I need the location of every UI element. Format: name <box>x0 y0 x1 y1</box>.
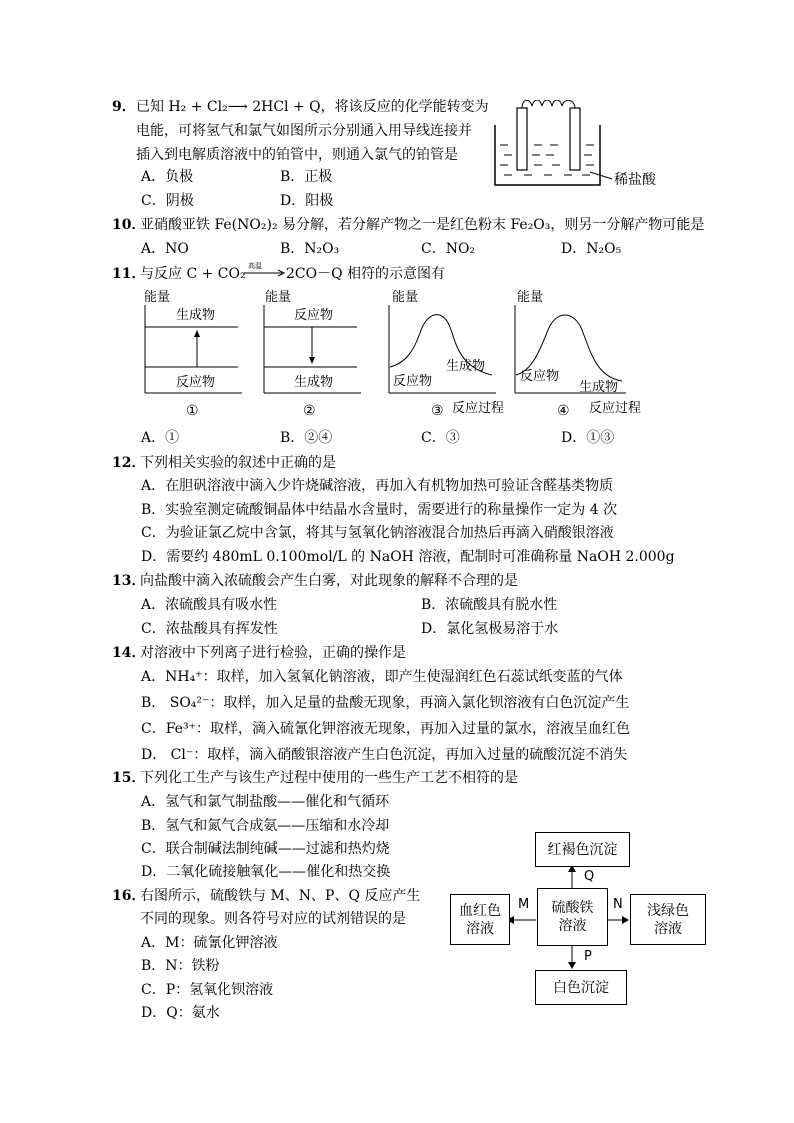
q11-option-b: B．②④ <box>280 430 333 446</box>
q10-stem: 亚硝酸亚铁 Fe(NO₂)₂ 易分解，若分解产物之一是红色粉末 Fe₂O₃，则另一分解产物可能是 <box>140 217 705 233</box>
diagram3-caption: ③ <box>431 403 444 419</box>
diagram1-y-label: 能量 <box>144 290 171 305</box>
q14-option-a: A．NH₄⁺：取样，加入氢氧化钠溶液，即产生使湿润红色石蕊试纸变蓝的气体 <box>141 669 623 685</box>
diagram1-bottom-label: 反应物 <box>176 375 216 390</box>
q16-box-center-line-2: 溶液 <box>558 918 587 934</box>
q16-label-p: P <box>584 949 592 964</box>
q13-option-a: A．浓硫酸具有吸水性 <box>141 597 278 613</box>
q12-option-d: D．需要约 480mL 0.100mol/L 的 NaOH 溶液，配制时可准确称量 NaOH 2.000g <box>141 549 675 565</box>
diagram2-top-label: 反应物 <box>294 308 334 323</box>
q9-line-2: 电能，可将氢气和氯气如图所示分别通入用导线连接并 <box>136 123 472 139</box>
q9-option-d: D．阳极 <box>280 193 334 209</box>
q16-line-2: 不同的现象。则各符号对应的试剂错误的是 <box>140 911 406 927</box>
q10-option-c: C．NO₂ <box>421 241 476 257</box>
diagram4-caption: ④ <box>557 403 570 419</box>
q16-number: 16． <box>112 888 146 904</box>
q16-box-left <box>450 894 510 945</box>
q14-stem: 对溶液中下列离子进行检验，正确的操作是 <box>140 645 406 661</box>
q14-number: 14． <box>112 645 146 661</box>
q16-box-left-line-1: 血红色 <box>459 902 501 919</box>
q11-condition: 高温 <box>248 262 262 270</box>
q9-option-b: B．正极 <box>280 169 333 185</box>
q10-number: 10． <box>112 217 146 233</box>
q9-option-a: A．负极 <box>141 169 194 185</box>
q16-label-n: N <box>613 897 623 912</box>
q10-option-b: B．N₂O₃ <box>280 241 340 257</box>
q15-option-b: B．氢气和氮气合成氨——压缩和水冷却 <box>141 818 390 834</box>
q12-option-a: A．在胆矾溶液中滴入少许烧碱溶液，再加入有机物加热可验证含醛基类物质 <box>141 478 614 494</box>
q16-label-m: M <box>518 897 530 912</box>
q16-line-1: 右图所示，硫酸铁与 M、N、P、Q 反应产生 <box>140 888 421 904</box>
diagram3-y-label: 能量 <box>392 290 419 305</box>
q16-box-right-line-2: 溶液 <box>654 920 682 937</box>
q16-option-d: D．Q：氨水 <box>141 1005 220 1021</box>
q13-option-c: C．浓盐酸具有挥发性 <box>141 621 278 637</box>
q12-option-c: C．为验证氯乙烷中含氯，将其与氢氧化钠溶液混合加热后再滴入硝酸银溶液 <box>141 525 614 541</box>
diagram1-top-label: 生成物 <box>176 308 216 323</box>
q13-stem: 向盐酸中滴入浓硫酸会产生白雾，对此现象的解释不合理的是 <box>140 573 518 589</box>
q13-option-d: D．氯化氢极易溶于水 <box>421 621 559 637</box>
q12-number: 12． <box>112 455 146 471</box>
q13-number: 13． <box>112 573 146 589</box>
q9-number: 9． <box>112 99 136 115</box>
diagram4-x-label: 反应过程 <box>589 401 642 416</box>
diagram3-product-label: 生成物 <box>446 359 486 374</box>
diagram2-y-label: 能量 <box>265 290 292 305</box>
q15-number: 15． <box>112 770 146 786</box>
q16-box-bottom <box>535 970 627 1005</box>
q16-option-a: A．M：硫氰化钾溶液 <box>141 935 278 951</box>
q11-reaction-arrow <box>244 268 286 278</box>
q15-option-d: D．二氧化硫接触氧化——催化和热交换 <box>141 864 391 880</box>
q10-option-a: A．NO <box>141 241 189 257</box>
q16-option-c: C．P：氢氧化钡溶液 <box>141 982 274 998</box>
q15-option-a: A．氢气和氯气制盐酸——催化和气循环 <box>141 794 390 810</box>
diagram1-caption: ① <box>186 403 199 419</box>
diagram2-bottom-label: 生成物 <box>294 375 334 390</box>
q11-option-d: D．①③ <box>561 430 615 446</box>
q12-option-b: B．实验室测定硫酸铜晶体中结晶水含量时，需要进行的称量操作一定为 4 次 <box>141 502 618 518</box>
q16-box-left-line-2: 溶液 <box>466 920 494 937</box>
diagram3-reactant-label: 反应物 <box>393 374 433 389</box>
q14-option-d: D． Cl⁻：取样，滴入硝酸银溶液产生白色沉淀，再加入过量的硫酸沉淀不消失 <box>141 747 628 763</box>
q16-option-b: B．N：铁粉 <box>141 958 220 974</box>
q16-label-q: Q <box>584 869 595 884</box>
q16-box-right <box>630 894 706 945</box>
q11-number: 11． <box>112 266 146 282</box>
q10-option-d: D．N₂O₅ <box>561 241 622 257</box>
q16-box-center <box>537 888 608 946</box>
diagram4-product-label: 生成物 <box>579 380 619 395</box>
diagram2-caption: ② <box>303 403 316 419</box>
q11-stem-post: 2CO－Q 相符的示意图有 <box>286 266 446 282</box>
diagram4-y-label: 能量 <box>517 290 544 305</box>
q12-stem: 下列相关实验的叙述中正确的是 <box>140 455 336 471</box>
diagram3-x-label: 反应过程 <box>452 401 505 416</box>
q11-option-c: C．③ <box>421 430 460 446</box>
q11-stem-pre: 与反应 C + CO₂ <box>140 266 246 282</box>
diagram4-reactant-label: 反应物 <box>520 369 560 384</box>
q16-box-top-label: 红褐色沉淀 <box>547 841 618 858</box>
q16-box-right-line-1: 浅绿色 <box>647 902 689 919</box>
q9-line-1: 已知 H₂ + Cl₂⟶ 2HCl + Q，将该反应的化学能转变为 <box>136 99 489 115</box>
q9-line-3: 插入到电解质溶液中的铂管中，则通入氯气的铂管是 <box>136 147 458 163</box>
q9-option-c: C．阴极 <box>141 193 194 209</box>
q15-stem: 下列化工生产与该生产过程中使用的一些生产工艺不相符的是 <box>140 770 518 786</box>
q16-box-top <box>535 832 630 867</box>
q14-option-b: B． SO₄²⁻：取样，加入足量的盐酸无现象，再滴入氯化钡溶液有白色沉淀产生 <box>141 695 630 711</box>
q9-figure-label: 稀盐酸 <box>614 172 656 188</box>
q16-box-center-line-1: 硫酸铁 <box>551 900 594 916</box>
q14-option-c: C．Fe³⁺：取样，滴入硫氰化钾溶液无现象，再加入过量的氯水，溶液呈血红色 <box>141 721 630 737</box>
q15-option-c: C．联合制碱法制纯碱——过滤和热灼烧 <box>141 841 390 857</box>
q16-box-bottom-label: 白色沉淀 <box>553 979 609 996</box>
q13-option-b: B．浓硫酸具有脱水性 <box>421 597 558 613</box>
q11-option-a: A．① <box>141 430 180 446</box>
